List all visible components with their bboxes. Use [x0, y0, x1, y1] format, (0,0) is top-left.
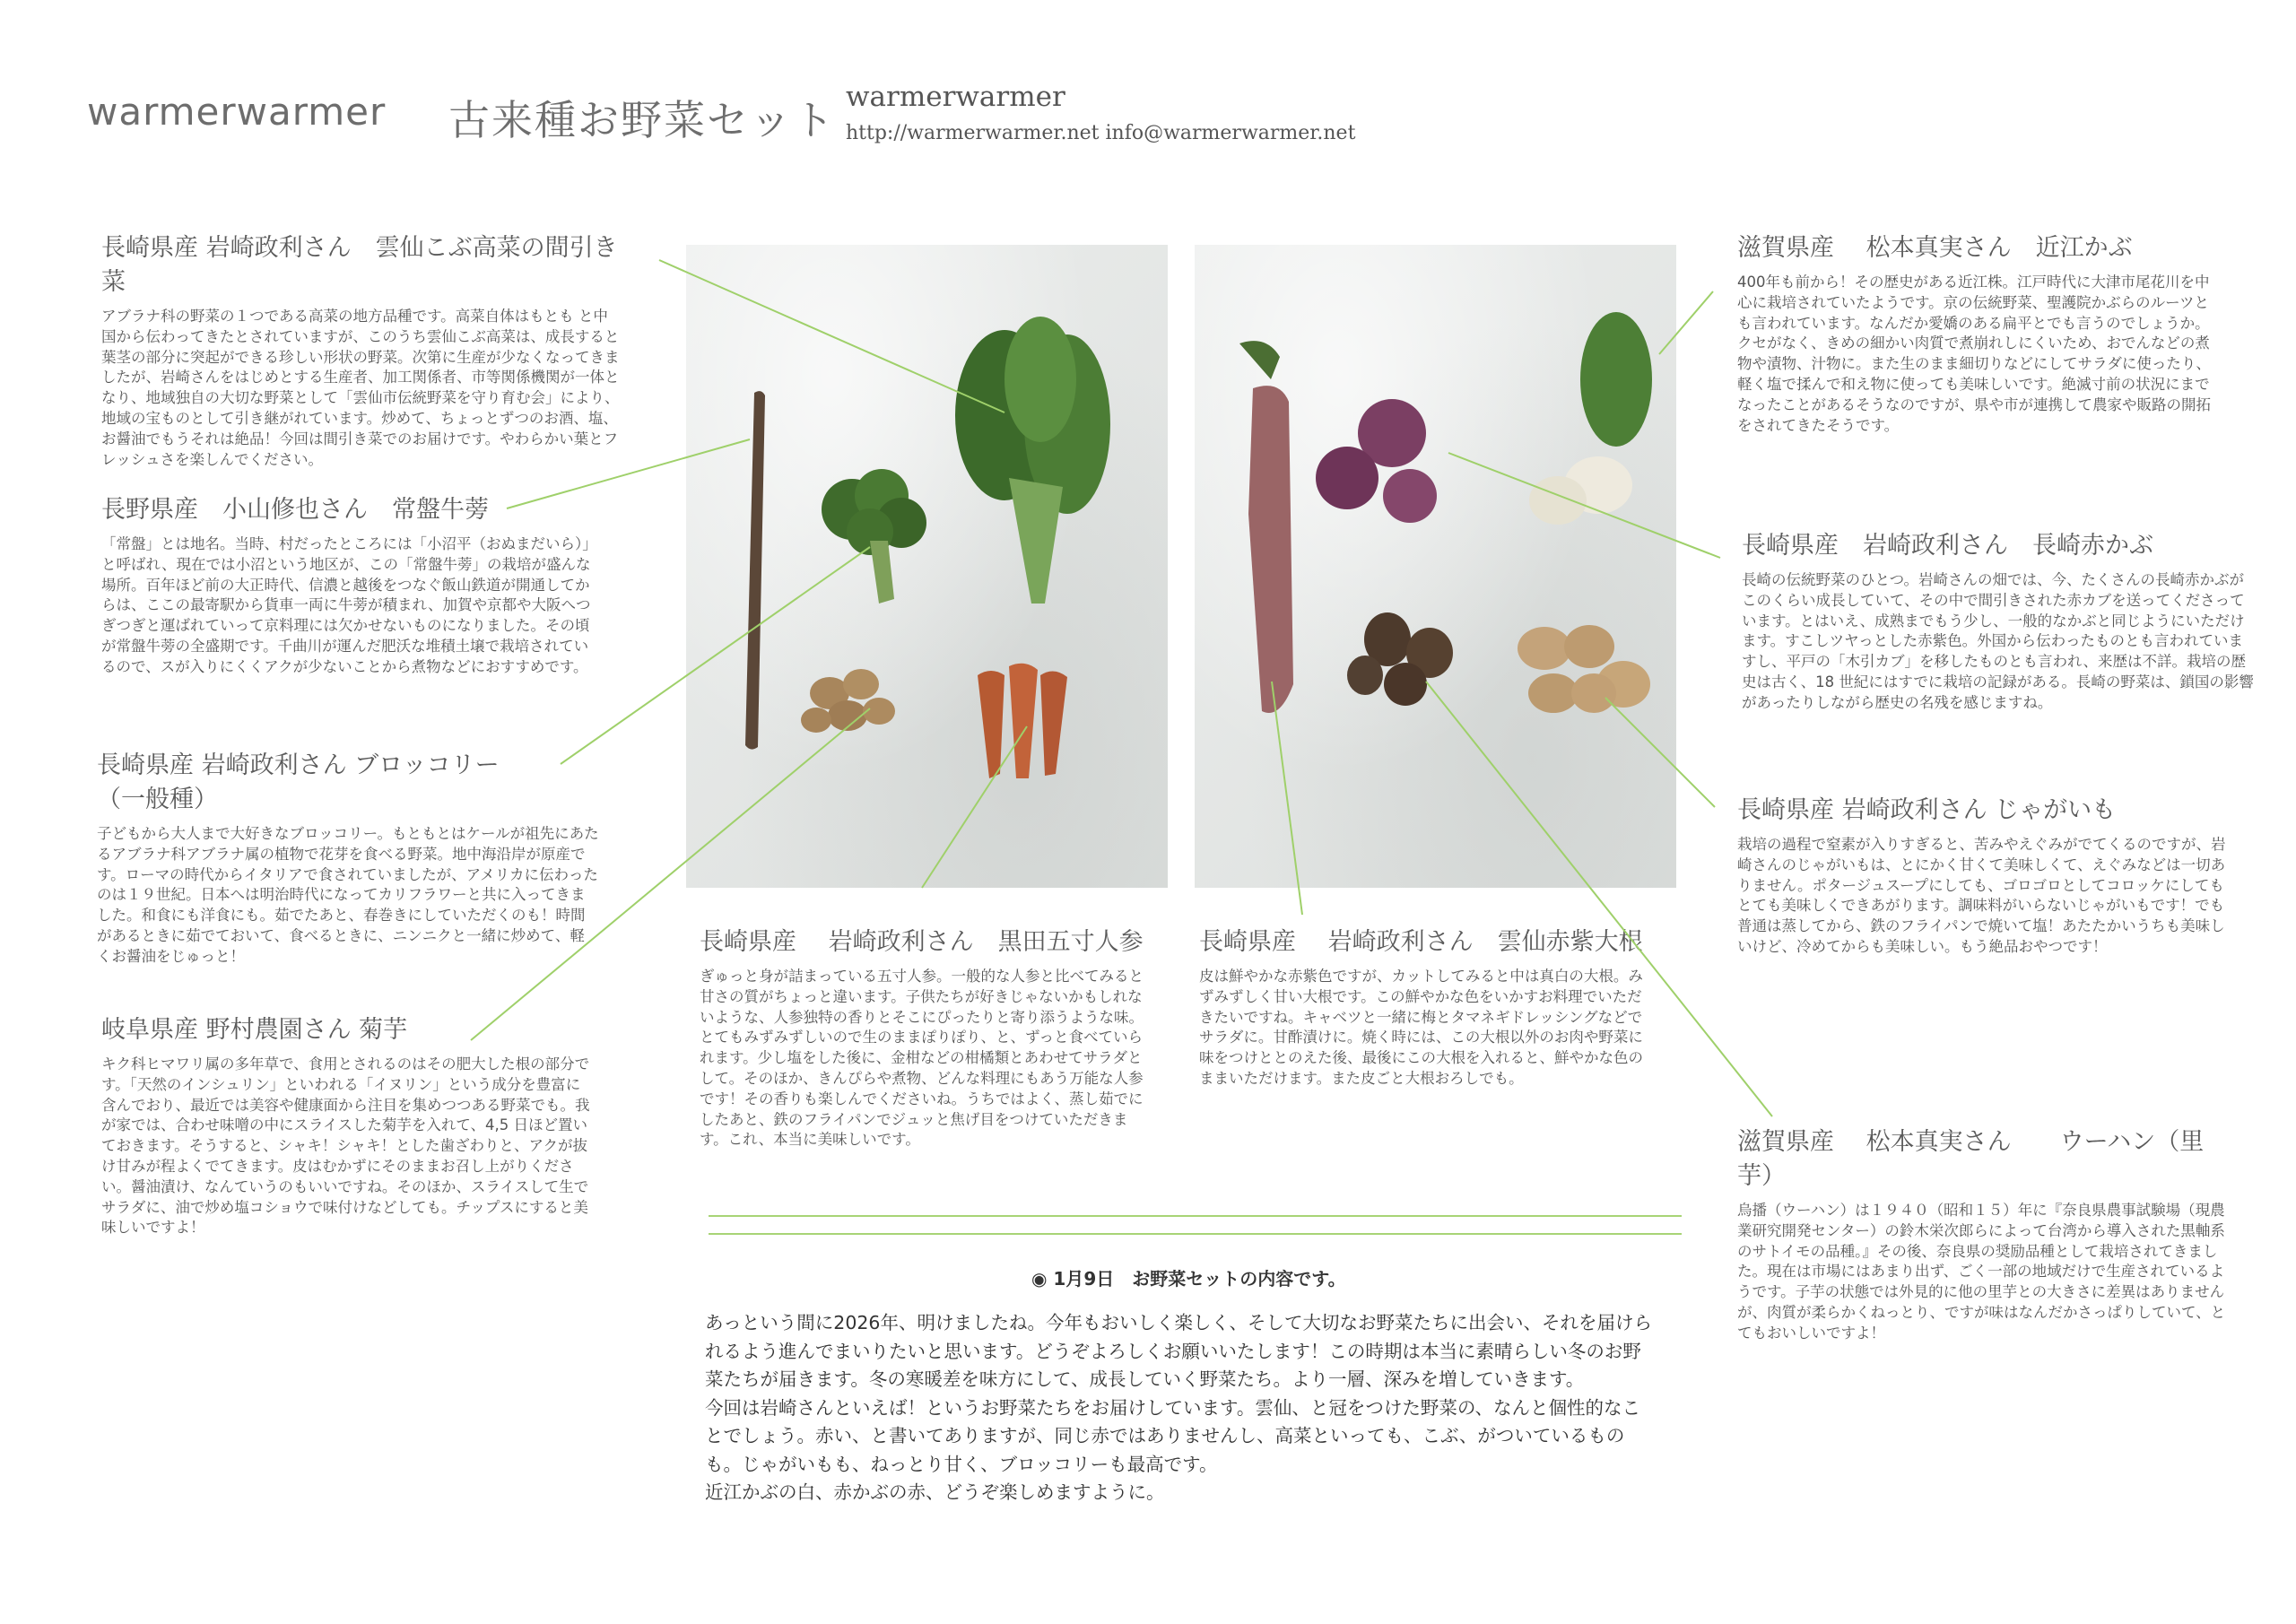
veg-heading: 長崎県産 岩崎政利さん 雲仙こぶ高菜の間引き菜	[101, 234, 618, 296]
veg-description: 「常盤」とは地名。当時、村だったところには「小沼平（おぬまだいら）」と呼ばれ、現在では小沼という地区が、この「常盤牛蒡」の栽培が盛んな場所。百年ほど前の大正時代、信濃と越後をつなぐ飯山鉄道が開通してからは、ここの最寄駅から貨車一両に牛蒡が積まれ、加賀や京都や大阪へつぎつぎと運ばれていって京料理には欠かせないものになりました。その頃が常盤牛蒡の全盛期です。千曲川が運んだ肥沃な堆積土壌で栽培されているので、スが入りにくくアクが少ないことから煮物などにおすすめです。	[101, 535, 597, 675]
veg-description: ぎゅっと身が詰まっている五寸人参。一般的な人参と比べてみると甘さの質がちょっと違います。子供たちが好きじゃないかもしれないような、人参独特の香りとそこにぴったりと寄り添うような味。とてもみずみずしいので生のままぽりぽり、と、ずっと食べていられます。少し塩をした後に、金柑などの柑橘類とあわせてサラダとして。そのほか、きんぴらや煮物、どんな料理にもあう万能な人参です！その香りも楽しんでくださいね。うちではよく、蒸し茹でにしたあと、鉄のフライパンでジュッと焦げ目をつけていただきます。これ、本当に美味しいです。	[700, 968, 1144, 1149]
veg-heading: 岐阜県産 野村農園さん 菊芋	[101, 1016, 408, 1044]
leader-carrot	[922, 726, 1027, 888]
veg-heading: 長崎県産 岩崎政利さん 黒田五寸人参	[700, 928, 1144, 956]
notice-heading: ◉ 1月9日 お野菜セットの内容です。	[1031, 1268, 1346, 1290]
leader-potato	[1605, 698, 1715, 807]
notice-line: 近江かぶの白、赤かぶの赤、どうぞ楽しめますように。	[705, 1481, 1165, 1503]
leader-omi-kabu	[1659, 291, 1713, 354]
veg-heading: 滋賀県産 松本真実さん ウーハン（里芋）	[1737, 1128, 2205, 1190]
notice-line: あっという間に2026年、明けましたね。今年もおいしく楽しく、そして大切なお野菜たちに出会い、それを届けら	[705, 1312, 1653, 1333]
veg-heading: 長崎県産 岩崎政利さん 雲仙赤紫大根	[1199, 928, 1643, 956]
notice-line: も。じゃがいもも、ねっとり甘く、ブロッコリーも最高です。	[705, 1453, 1218, 1475]
veg-description: 烏播（ウーハン）は１９４０（昭和１５）年に『奈良県農事試験場（現農業研究開発センター）の鈴木栄次郎らによって台湾から導入された黒軸系のサトイモの品種。』その後、奈良県の奨励品種として栽培されてきました。現在は市場にはあまり出ず、ごく一部の地域だけで生産されているようです。子芋の状態では外見的に他の里芋との大きさに差異はありませんが、肉質が柔らかくねっとり、ですが味はなんだかさっぱりしていて、とてもおいしいですよ！	[1737, 1202, 2226, 1342]
notice-line: 今回は岩崎さんといえば！というお野菜たちをお届けしています。雲仙、と冠をつけた野菜の、なんと個性的なこ	[705, 1396, 1641, 1419]
document-title: 古来種お野菜セット	[448, 96, 836, 144]
notice-line: とでしょう。赤い、と書いてありますが、同じ赤ではありませんし、高菜といっても、こぶ、がついているもの	[705, 1425, 1625, 1446]
veg-heading: 長野県産 小山修也さん 常盤牛蒡	[101, 496, 489, 524]
leader-gobo	[507, 439, 750, 508]
notice-line: れるよう進んでまいりたいと思います。どうぞよろしくお願いいたします！この時期は本当に素晴らしい冬のお野	[705, 1340, 1641, 1362]
site-name: warmerwarmer	[846, 81, 1065, 113]
veg-heading: 長崎県産 岩崎政利さん じゃがいも	[1737, 796, 2117, 824]
leader-daikon	[1272, 682, 1302, 915]
brand-name: warmerwarmer	[87, 90, 387, 134]
veg-description: 皮は鮮やかな赤紫色ですが、カットしてみると中は真白の大根。みずみずしく甘い大根です。この鮮やかな色をいかすお料理でいただきたいですね。キャベツと一緒に梅とタマネギドレッシングなどでサラダに。甘酢漬けに。焼く時には、この大根以外のお肉や野菜に味をつけととのえた後、最後にこの大根を入れると、鮮やかな色のままいただけます。また皮ごと大根おろしでも。	[1199, 968, 1643, 1087]
leader-broccoli	[561, 547, 870, 764]
veg-heading: 長崎県産 岩崎政利さん 長崎赤かぶ	[1742, 532, 2153, 560]
veg-description: キク科ヒマワリ属の多年草で、食用とされるのはその肥大した根の部分です。「天然のインシュリン」といわれる「イヌリン」という成分を豊富に含んでおり、最近では美容や健康面から注目を集めつつある野菜でも。我が家では、合わせ味噌の中にスライスした菊芋を入れて、4,5 日ほど置いておきます。そうすると、シャキ！シャキ！とした歯ざわりと、アクが抜け甘みが程よくでてきます。皮はむかずにそのままお召し上がりください。醤油漬け、なんていうのもいいですね。そのほか、スライスして生でサラダに、油で炒め塩コショウで味付けなどしても。チップスにすると美味しいですよ！	[101, 1055, 590, 1237]
divider-rule-bottom	[709, 1233, 1682, 1235]
veg-description: 400年も前から！その歴史がある近江株。江戸時代に大津市尾花川を中心に栽培されていたようです。京の伝統野菜、聖護院かぶらのルーツとも言われています。なんだか愛嬌のある扁平とでも言うのでしょうか。クセがなく、きめの細かい肉質で煮崩れしにくいため、おでんなどの煮物や漬物、汁物に。また生のまま細切りなどにしてサラダに使ったり、軽く塩で揉んで和え物に使っても美味しいです。絶滅寸前の状況にまでなったことがあるそうなのですが、県や市が連携して農家や販路の開拓をされてきたそうです。	[1737, 274, 2211, 434]
veg-description: 長崎の伝統野菜のひとつ。岩崎さんの畑では、今、たくさんの長崎赤かぶがこのくらい成長していて、その中で間引きされた赤カブを送ってくださっています。とはいえ、成熟までもう少し、一般的なかぶと同じようにいただけます。すこしツヤっとした赤紫色。外国から伝わったものとも言われていますし、平戸の「木引カブ」を移したものとも言われ、来歴は不詳。栽培の歴史は古く、18 世紀にはすでに栽培の記録がある。長崎の野菜は、鎖国の影響があったりしながら歴史の名残を感じますね。	[1742, 571, 2254, 711]
notice-body	[705, 1309, 1692, 1507]
veg-heading: 滋賀県産 松本真実さん 近江かぶ	[1737, 234, 2133, 262]
leader-wuhan	[1426, 682, 1772, 1116]
leader-aka-kabu	[1448, 453, 1720, 558]
veg-description: 子どもから大人まで大好きなブロッコリー。もともとはケールが祖先にあたるアブラナ科アブラナ属の植物で花芽を食べる野菜。地中海沿岸が原産です。ローマの時代からイタリアで食されていましたが、アメリカに伝わったのは１９世紀。日本へは明治時代になってカリフラワーと共に入ってきました。和食にも洋食にも。茹でたあと、春巻きにしていただくのも！時間があるときに茹でておいて、食べるときに、ニンニクと一緒に炒めて、軽くお醤油をじゅっと！	[97, 825, 599, 965]
site-contact: http://warmerwarmer.net info@warmerwarmer.net	[846, 122, 1356, 144]
veg-description: 栽培の過程で窒素が入りすぎると、苦みやえぐみがでてくるのですが、岩崎さんのじゃがいもは、とにかく甘くて美味しくて、えぐみなどは一切ありません。ポタージュスープにしても、ゴロゴロとしてコロッケにしてもとても美味しくできあがります。調味料がいらないじゃがいもです！でも普通は蒸してから、鉄のフライパンで焼いて塩！あたたかいうちも美味しいけど、冷めてからも美味しい。もう絶品おやつです！	[1737, 836, 2226, 955]
leader-kikuimo	[471, 708, 870, 1040]
veg-description: アブラナ科の野菜の１つである高菜の地方品種です。高菜自体はもとも と中国から伝わってきたとされていますが、このうち雲仙こぶ高菜は、成長すると葉茎の部分に突起ができる珍しい形状の野菜。次第に生産が少なくなってきましたが、岩崎さんをはじめとする生産者、加工関係者、市等関係機関が一体となり、地域独自の大切な野菜として「雲仙市伝統野菜を守り育む会」により、地域の宝ものとして引き継がれています。炒めて、ちょっとずつのお酒、塩、お醤油でもうそれは絶品！今回は間引き菜でのお届けです。やわらかい葉とフレッシュさを楽しんでください。	[101, 308, 620, 468]
veg-heading: 長崎県産 岩崎政利さん ブロッコリー（一般種）	[97, 751, 500, 813]
leader-takana	[659, 260, 1004, 413]
notice-line: 菜たちが届きます。冬の寒暖差を味方にして、成長していく野菜たち。より一層、深みを増していきます。	[705, 1368, 1585, 1390]
divider-rule-top	[709, 1215, 1682, 1217]
